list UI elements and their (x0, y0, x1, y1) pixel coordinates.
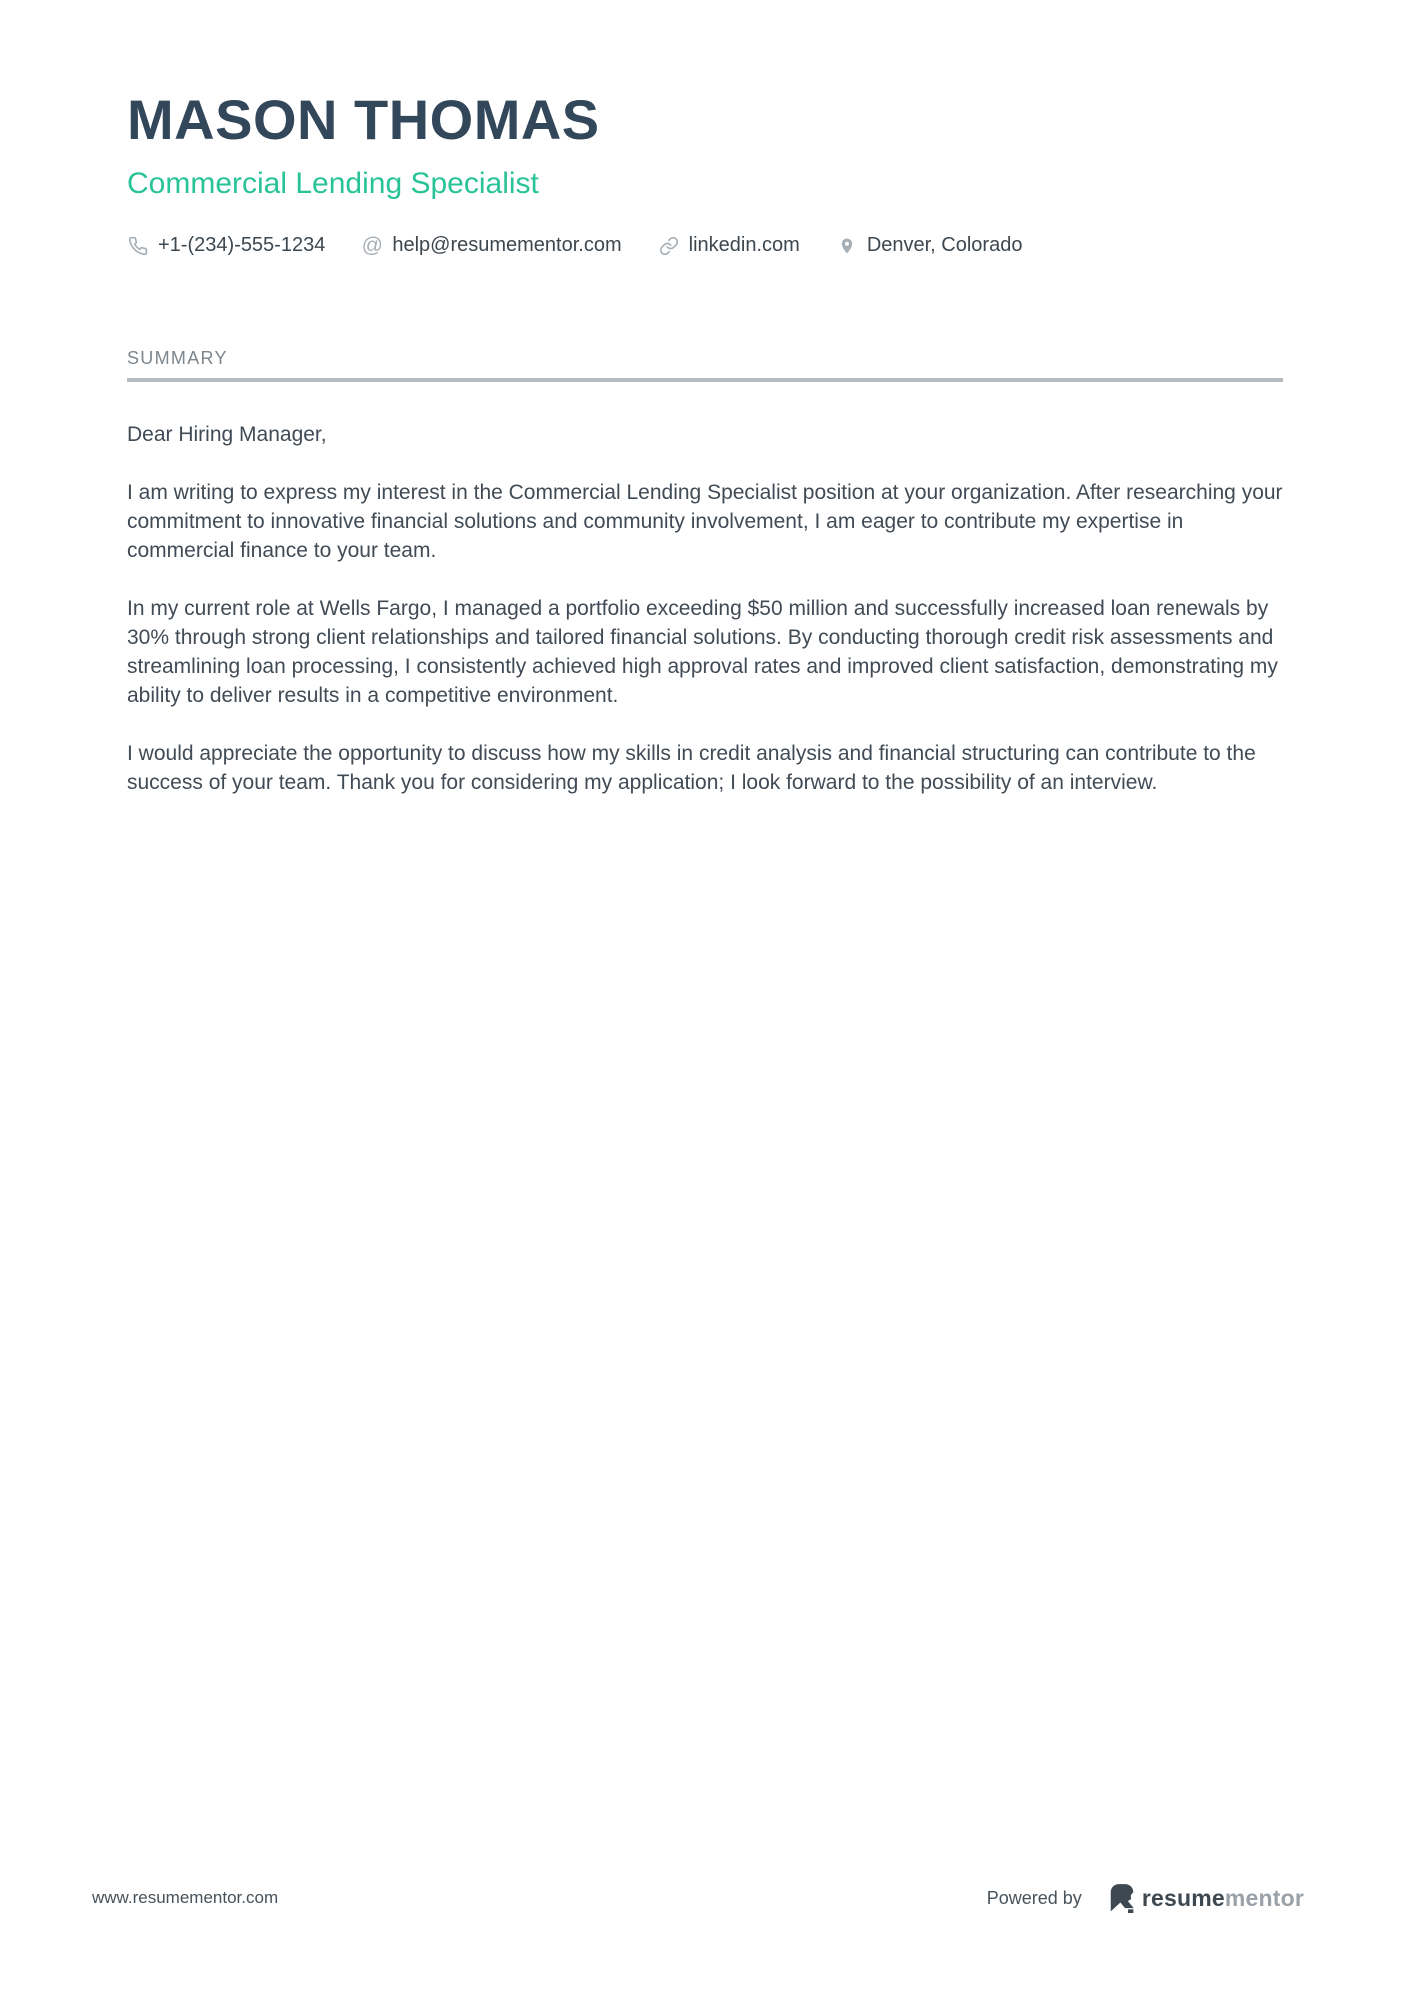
link-icon (658, 235, 680, 257)
powered-by-label: Powered by (986, 1887, 1082, 1908)
page-footer (92, 1883, 1304, 1913)
paragraph-3: I would appreciate the opportunity to discuss how my skills in credit analysis and financial structuring can contribute to the success of your team. Thank you for considering my application; I look forward to the possibility of an interview. (127, 742, 1256, 795)
footer-website-link[interactable]: www.resumementor.com (92, 1888, 279, 1907)
contact-row (127, 234, 1283, 257)
cover-letter-body (127, 420, 1283, 797)
contact-email-text[interactable]: help@resumementor.com (392, 234, 622, 257)
job-title: Commercial Lending Specialist (127, 167, 539, 201)
page-content (0, 0, 1410, 797)
contact-phone-text: +1-(234)-555-1234 (158, 234, 326, 257)
contact-location-text: Denver, Colorado (866, 234, 1023, 257)
summary-section (127, 349, 1283, 797)
section-divider (127, 378, 1283, 382)
resumementor-wordmark: resumementor (1141, 1884, 1304, 1911)
powered-by (987, 1883, 1304, 1913)
header (127, 88, 1283, 257)
paragraph-2: In my current role at Wells Fargo, I managed a portfolio exceeding $50 million and successfully increased loan renewals by 30% through strong client relationships and tailored financial solutions. By conducting thorough credit risk assessments and streamlining loan processing, I consistently achieved high approval rates and improved client satisfaction, demonstrating my ability to deliver results in a competitive environment. (127, 597, 1278, 708)
contact-linkedin[interactable] (658, 234, 800, 257)
candidate-name: MASON THOMAS (127, 88, 600, 151)
summary-section-label: SUMMARY (127, 348, 228, 369)
location-pin-icon (836, 235, 858, 257)
phone-icon (127, 235, 149, 257)
contact-linkedin-text[interactable]: linkedin.com (688, 234, 800, 257)
contact-location (836, 234, 1023, 257)
contact-email[interactable] (361, 234, 621, 257)
greeting: Dear Hiring Manager, (127, 423, 327, 447)
resumementor-logo-icon (1108, 1883, 1136, 1913)
resumementor-logo[interactable] (1108, 1883, 1304, 1913)
paragraph-1: I am writing to express my interest in the Commercial Lending Specialist position at your organization. After researching your commitment to innovative financial solutions and community involvement, I am eager to contribute my expertise in commercial finance to your team. (127, 481, 1283, 563)
at-icon: @ (361, 234, 383, 258)
contact-phone (127, 234, 325, 257)
